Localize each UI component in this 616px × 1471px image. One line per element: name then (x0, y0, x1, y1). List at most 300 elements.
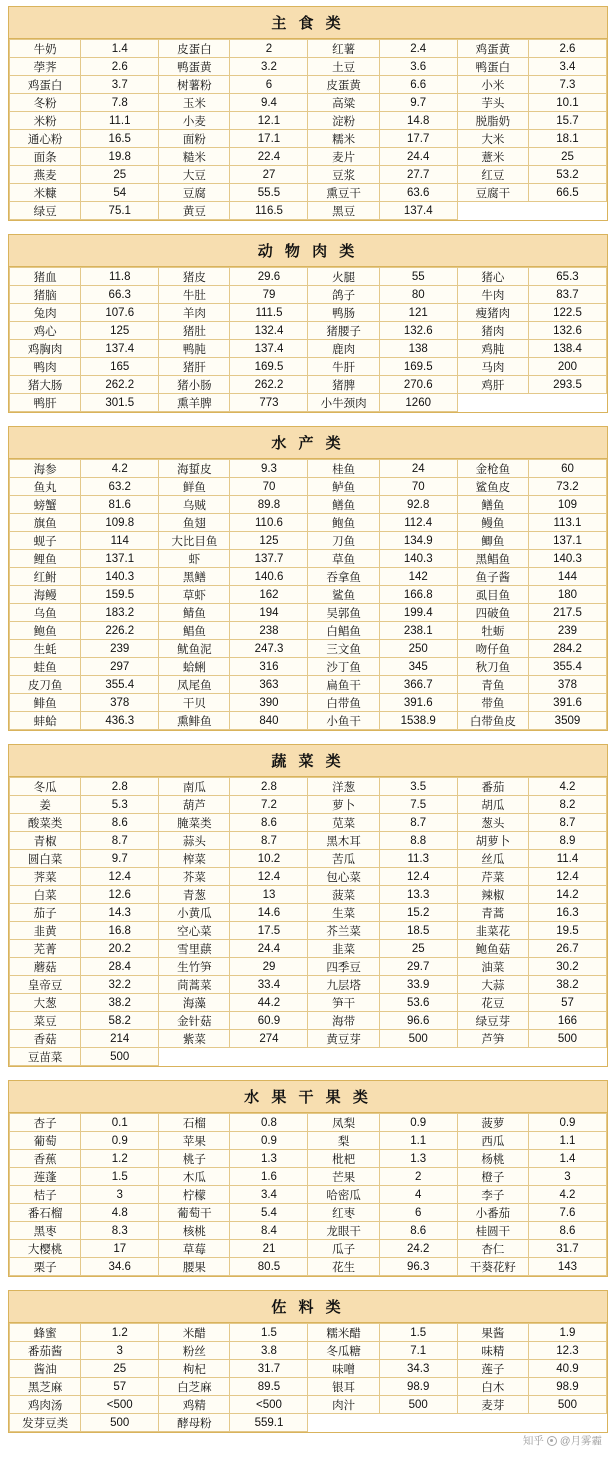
food-name-cell: 白带鱼 (308, 694, 379, 712)
food-name-cell: 蒜头 (159, 832, 230, 850)
food-name-cell: 通心粉 (10, 130, 81, 148)
table-row (10, 976, 607, 994)
purine-value-cell: 109 (528, 496, 606, 514)
purine-value-cell: 53.2 (528, 166, 606, 184)
food-name-cell: 红豆 (457, 166, 528, 184)
purine-value-cell: 20.2 (81, 940, 159, 958)
food-name-cell: 莲子 (457, 1360, 528, 1378)
food-name-cell: 乌鱼 (10, 604, 81, 622)
purine-value-cell: 17 (81, 1240, 159, 1258)
purine-value-cell: 21 (230, 1240, 308, 1258)
table-row (10, 778, 607, 796)
food-name-cell: 绿豆芽 (457, 1012, 528, 1030)
food-name-cell: 鲱鱼 (10, 694, 81, 712)
food-name-cell: 枸杞 (159, 1360, 230, 1378)
purine-value-cell: 226.2 (81, 622, 159, 640)
food-name-cell: 鸡心 (10, 322, 81, 340)
purine-value-cell: 53.6 (379, 994, 457, 1012)
purine-value-cell: 83.7 (528, 286, 606, 304)
food-name-cell: 雪里蕻 (159, 940, 230, 958)
purine-value-cell: 8.6 (81, 814, 159, 832)
table-row (10, 850, 607, 868)
food-name-cell: 鸭肉 (10, 358, 81, 376)
food-name-cell: 猪血 (10, 268, 81, 286)
section-title: 水 果 干 果 类 (9, 1081, 607, 1113)
purine-value-cell: 98.9 (379, 1378, 457, 1396)
food-name-cell: 沙丁鱼 (308, 658, 379, 676)
food-name-cell: 薏米 (457, 148, 528, 166)
purine-table (9, 267, 607, 412)
purine-value-cell: 301.5 (81, 394, 159, 412)
table-row (10, 694, 607, 712)
food-name-cell: 乌贼 (159, 496, 230, 514)
food-name-cell: 石榴 (159, 1114, 230, 1132)
watermark (523, 1433, 602, 1448)
purine-value-cell: 2 (379, 1168, 457, 1186)
purine-value-cell: 143 (528, 1258, 606, 1276)
purine-value-cell: 238 (230, 622, 308, 640)
table-row (10, 1414, 607, 1432)
purine-value-cell: 239 (528, 622, 606, 640)
food-name-cell: 木瓜 (159, 1168, 230, 1186)
purine-value-cell: 137.4 (379, 202, 457, 220)
purine-value-cell: 16.5 (81, 130, 159, 148)
food-name-cell: 米醋 (159, 1324, 230, 1342)
food-name-cell: 鲨鱼皮 (457, 478, 528, 496)
food-name-cell: 羊肉 (159, 304, 230, 322)
food-name-cell: 脱脂奶 (457, 112, 528, 130)
table-row (10, 604, 607, 622)
food-name-cell: 鸡肝 (457, 376, 528, 394)
purine-value-cell: 1.1 (528, 1132, 606, 1150)
food-name-cell: 葡萄 (10, 1132, 81, 1150)
food-name-cell: 红鲋 (10, 568, 81, 586)
food-name-cell: 黑鳝 (159, 568, 230, 586)
purine-value-cell: 239 (81, 640, 159, 658)
table-row (10, 676, 607, 694)
purine-value-cell: 25 (81, 166, 159, 184)
purine-table (9, 459, 607, 730)
food-name-cell: 龙眼干 (308, 1222, 379, 1240)
purine-table (9, 777, 607, 1066)
purine-value-cell: 7.1 (379, 1342, 457, 1360)
table-row (10, 94, 607, 112)
food-name-cell: 紫菜 (159, 1030, 230, 1048)
purine-value-cell: 4 (379, 1186, 457, 1204)
purine-value-cell: 31.7 (230, 1360, 308, 1378)
purine-value-cell: 183.2 (81, 604, 159, 622)
food-name-cell: 柠檬 (159, 1186, 230, 1204)
table-row (10, 1378, 607, 1396)
purine-value-cell: 7.3 (528, 76, 606, 94)
purine-value-cell: 66.5 (528, 184, 606, 202)
purine-value-cell: 9.7 (81, 850, 159, 868)
food-name-cell: 番茄酱 (10, 1342, 81, 1360)
purine-value-cell: 4.8 (81, 1204, 159, 1222)
table-row (10, 1240, 607, 1258)
food-name-cell: 丝瓜 (457, 850, 528, 868)
table-row (10, 904, 607, 922)
table-row (10, 568, 607, 586)
food-name-cell: 米糠 (10, 184, 81, 202)
food-name-cell: 芥菜 (159, 868, 230, 886)
empty-cell (528, 202, 606, 220)
food-name-cell: 芋头 (457, 94, 528, 112)
food-name-cell: 胡瓜 (457, 796, 528, 814)
purine-value-cell: 122.5 (528, 304, 606, 322)
purine-value-cell: 1.5 (230, 1324, 308, 1342)
food-name-cell: 大葱 (10, 994, 81, 1012)
purine-value-cell: 12.4 (81, 868, 159, 886)
food-name-cell: 鸭肠 (308, 304, 379, 322)
food-name-cell: 草鱼 (308, 550, 379, 568)
purine-value-cell: 17.1 (230, 130, 308, 148)
food-name-cell: 生蚝 (10, 640, 81, 658)
purine-value-cell: 0.8 (230, 1114, 308, 1132)
food-category-section (8, 1290, 608, 1433)
purine-value-cell: 63.6 (379, 184, 457, 202)
purine-value-cell: 34.3 (379, 1360, 457, 1378)
purine-value-cell: 8.4 (230, 1222, 308, 1240)
purine-value-cell: 38.2 (81, 994, 159, 1012)
table-row (10, 1204, 607, 1222)
food-name-cell: 蜂蜜 (10, 1324, 81, 1342)
food-name-cell: 熏羊脾 (159, 394, 230, 412)
food-name-cell: 黄豆 (159, 202, 230, 220)
purine-value-cell: 1538.9 (379, 712, 457, 730)
purine-value-cell: 159.5 (81, 586, 159, 604)
table-row (10, 1258, 607, 1276)
purine-value-cell: 3.6 (379, 58, 457, 76)
food-name-cell: 鲈鱼 (308, 478, 379, 496)
food-name-cell: 桂鱼 (308, 460, 379, 478)
food-name-cell: 小番茄 (457, 1204, 528, 1222)
purine-value-cell: 1.4 (528, 1150, 606, 1168)
purine-value-cell: 26.7 (528, 940, 606, 958)
food-name-cell: 黑木耳 (308, 832, 379, 850)
food-name-cell: 鸡蛋黄 (457, 40, 528, 58)
food-name-cell: 大豆 (159, 166, 230, 184)
food-name-cell: 猪肉 (457, 322, 528, 340)
food-name-cell: 蘑菇 (10, 958, 81, 976)
food-name-cell: 苹果 (159, 1132, 230, 1150)
zhihu-logo: 知乎 (522, 1435, 544, 1447)
food-name-cell: 干贝 (159, 694, 230, 712)
food-name-cell: 草莓 (159, 1240, 230, 1258)
food-name-cell: 韭菜 (308, 940, 379, 958)
purine-value-cell: 107.6 (81, 304, 159, 322)
food-category-section (8, 426, 608, 731)
food-name-cell: 肉汁 (308, 1396, 379, 1414)
purine-value-cell: 1.3 (230, 1150, 308, 1168)
food-name-cell: 番茄 (457, 778, 528, 796)
purine-value-cell: 500 (81, 1048, 159, 1066)
empty-cell (379, 1414, 457, 1432)
purine-value-cell: 345 (379, 658, 457, 676)
purine-value-cell: 89.8 (230, 496, 308, 514)
food-name-cell: 九层塔 (308, 976, 379, 994)
purine-value-cell: 144 (528, 568, 606, 586)
purine-value-cell: 24.4 (230, 940, 308, 958)
table-row (10, 76, 607, 94)
food-name-cell: 糯米 (308, 130, 379, 148)
purine-value-cell: 15.2 (379, 904, 457, 922)
purine-value-cell: 13.3 (379, 886, 457, 904)
table-row (10, 130, 607, 148)
food-name-cell: 猪小肠 (159, 376, 230, 394)
purine-value-cell: 55 (379, 268, 457, 286)
table-row (10, 550, 607, 568)
purine-value-cell: 24.2 (379, 1240, 457, 1258)
food-name-cell: 腌菜类 (159, 814, 230, 832)
avatar (547, 1436, 557, 1446)
purine-value-cell: 0.9 (81, 1132, 159, 1150)
table-row (10, 1168, 607, 1186)
food-name-cell: 菠菜 (308, 886, 379, 904)
purine-value-cell: 12.1 (230, 112, 308, 130)
food-name-cell: 皮蛋白 (159, 40, 230, 58)
table-row (10, 658, 607, 676)
food-name-cell: 苦瓜 (308, 850, 379, 868)
food-name-cell: 鳝鱼 (457, 496, 528, 514)
purine-value-cell: 134.9 (379, 532, 457, 550)
food-category-section (8, 744, 608, 1067)
empty-cell (457, 1048, 528, 1066)
table-row (10, 322, 607, 340)
purine-value-cell: 11.1 (81, 112, 159, 130)
purine-value-cell: 165 (81, 358, 159, 376)
food-name-cell: 豆腐干 (457, 184, 528, 202)
table-row (10, 814, 607, 832)
watermark-author: @月雾霾 (559, 1435, 602, 1447)
table-row (10, 1012, 607, 1030)
food-name-cell: 栗子 (10, 1258, 81, 1276)
food-name-cell: 蚌蛤 (10, 712, 81, 730)
food-name-cell: 金枪鱼 (457, 460, 528, 478)
food-name-cell: 玉米 (159, 94, 230, 112)
purine-value-cell: 125 (230, 532, 308, 550)
food-name-cell: 黑鲳鱼 (457, 550, 528, 568)
table-row (10, 376, 607, 394)
purine-value-cell: 137.4 (230, 340, 308, 358)
table-row (10, 1360, 607, 1378)
purine-value-cell: 132.4 (230, 322, 308, 340)
food-name-cell: 小黄瓜 (159, 904, 230, 922)
table-row (10, 1048, 607, 1066)
purine-value-cell: 2 (230, 40, 308, 58)
food-name-cell: 牡蛎 (457, 622, 528, 640)
food-name-cell: 干葵花籽 (457, 1258, 528, 1276)
food-name-cell: 莲蓬 (10, 1168, 81, 1186)
purine-value-cell: <500 (81, 1396, 159, 1414)
purine-value-cell: 89.5 (230, 1378, 308, 1396)
food-name-cell: 皮刀鱼 (10, 676, 81, 694)
purine-value-cell: 500 (81, 1414, 159, 1432)
table-row (10, 1114, 607, 1132)
food-name-cell: 韭黄 (10, 922, 81, 940)
purine-value-cell: 16.3 (528, 904, 606, 922)
purine-value-cell: 7.2 (230, 796, 308, 814)
purine-value-cell: 500 (379, 1030, 457, 1048)
food-name-cell: 红薯 (308, 40, 379, 58)
food-name-cell: 香蕉 (10, 1150, 81, 1168)
food-category-section (8, 234, 608, 413)
purine-value-cell: 12.4 (230, 868, 308, 886)
purine-value-cell: 137.1 (528, 532, 606, 550)
purine-value-cell: 363 (230, 676, 308, 694)
food-name-cell: 凤梨 (308, 1114, 379, 1132)
purine-value-cell: 7.5 (379, 796, 457, 814)
food-name-cell: 鲍鱼菇 (457, 940, 528, 958)
food-name-cell: 白芝麻 (159, 1378, 230, 1396)
food-category-section (8, 1080, 608, 1277)
food-name-cell: 花生 (308, 1258, 379, 1276)
purine-value-cell: 262.2 (81, 376, 159, 394)
table-row (10, 40, 607, 58)
purine-value-cell: 0.1 (81, 1114, 159, 1132)
purine-value-cell: 70 (230, 478, 308, 496)
food-name-cell: 蛙鱼 (10, 658, 81, 676)
purine-value-cell: 24 (379, 460, 457, 478)
purine-value-cell: 114 (81, 532, 159, 550)
food-name-cell: 吴郭鱼 (308, 604, 379, 622)
table-row (10, 184, 607, 202)
table-row (10, 994, 607, 1012)
food-name-cell: 瘦猪肉 (457, 304, 528, 322)
purine-value-cell: 140.6 (230, 568, 308, 586)
food-name-cell: 鲫鱼 (457, 532, 528, 550)
food-name-cell: 空心菜 (159, 922, 230, 940)
purine-value-cell: 3509 (528, 712, 606, 730)
food-name-cell: 螃蟹 (10, 496, 81, 514)
food-name-cell: 发芽豆类 (10, 1414, 81, 1432)
food-name-cell: 猪肝 (159, 358, 230, 376)
food-name-cell: 猪心 (457, 268, 528, 286)
purine-value-cell: 33.9 (379, 976, 457, 994)
empty-cell (230, 1048, 308, 1066)
food-name-cell: 牛肚 (159, 286, 230, 304)
food-name-cell: 味精 (457, 1342, 528, 1360)
food-name-cell: 麦芽 (457, 1396, 528, 1414)
food-name-cell: 荠菜 (10, 868, 81, 886)
purine-value-cell: 8.7 (528, 814, 606, 832)
purine-value-cell: 8.7 (230, 832, 308, 850)
food-name-cell: 粉丝 (159, 1342, 230, 1360)
food-name-cell: 味噌 (308, 1360, 379, 1378)
purine-value-cell: 8.2 (528, 796, 606, 814)
purine-value-cell: 199.4 (379, 604, 457, 622)
food-name-cell: 冬瓜 (10, 778, 81, 796)
purine-value-cell: 316 (230, 658, 308, 676)
food-name-cell: 鲤鱼 (10, 550, 81, 568)
food-name-cell: 洋葱 (308, 778, 379, 796)
table-row (10, 940, 607, 958)
purine-value-cell: 1.2 (81, 1150, 159, 1168)
purine-value-cell: 57 (528, 994, 606, 1012)
table-row (10, 712, 607, 730)
food-name-cell: 皮蛋黄 (308, 76, 379, 94)
food-name-cell: 鸭蛋黄 (159, 58, 230, 76)
purine-value-cell: 3.2 (230, 58, 308, 76)
food-name-cell: 果酱 (457, 1324, 528, 1342)
purine-value-cell: 15.7 (528, 112, 606, 130)
food-name-cell: 白木 (457, 1378, 528, 1396)
purine-value-cell: 60 (528, 460, 606, 478)
purine-value-cell: 113.1 (528, 514, 606, 532)
purine-value-cell: 500 (379, 1396, 457, 1414)
empty-cell (159, 1048, 230, 1066)
food-name-cell: 米粉 (10, 112, 81, 130)
purine-value-cell: 34.6 (81, 1258, 159, 1276)
purine-value-cell: 116.5 (230, 202, 308, 220)
food-name-cell: 猪皮 (159, 268, 230, 286)
food-name-cell: 鲍鱼 (10, 622, 81, 640)
purine-value-cell: 8.6 (379, 1222, 457, 1240)
purine-value-cell: 436.3 (81, 712, 159, 730)
purine-value-cell: 5.3 (81, 796, 159, 814)
purine-value-cell: 14.8 (379, 112, 457, 130)
purine-value-cell: 137.4 (81, 340, 159, 358)
food-name-cell: 鸡胸肉 (10, 340, 81, 358)
purine-value-cell: 214 (81, 1030, 159, 1048)
purine-value-cell: 81.6 (81, 496, 159, 514)
purine-value-cell: 293.5 (528, 376, 606, 394)
purine-value-cell: 18.1 (528, 130, 606, 148)
food-name-cell: 苋菜 (308, 814, 379, 832)
food-name-cell: 绿豆 (10, 202, 81, 220)
food-name-cell: 秋刀鱼 (457, 658, 528, 676)
table-row (10, 868, 607, 886)
food-name-cell: 酵母粉 (159, 1414, 230, 1432)
purine-value-cell: 3.4 (230, 1186, 308, 1204)
food-name-cell: 大樱桃 (10, 1240, 81, 1258)
purine-value-cell: 9.7 (379, 94, 457, 112)
food-name-cell: 萝卜 (308, 796, 379, 814)
purine-value-cell: 140.3 (528, 550, 606, 568)
purine-value-cell: 0.9 (230, 1132, 308, 1150)
food-name-cell: 番石榴 (10, 1204, 81, 1222)
food-name-cell: 鲜鱼 (159, 478, 230, 496)
food-name-cell: 青蒿 (457, 904, 528, 922)
food-name-cell: 菠萝 (457, 1114, 528, 1132)
food-name-cell: 黑芝麻 (10, 1378, 81, 1396)
purine-value-cell: 166.8 (379, 586, 457, 604)
purine-value-cell: 140.3 (81, 568, 159, 586)
purine-value-cell: 284.2 (528, 640, 606, 658)
purine-value-cell: 57 (81, 1378, 159, 1396)
food-name-cell: 生竹笋 (159, 958, 230, 976)
purine-value-cell: 75.1 (81, 202, 159, 220)
purine-value-cell: 63.2 (81, 478, 159, 496)
purine-value-cell: 16.8 (81, 922, 159, 940)
food-name-cell: 火腿 (308, 268, 379, 286)
food-name-cell: 白菜 (10, 886, 81, 904)
purine-value-cell: 138 (379, 340, 457, 358)
purine-value-cell: 250 (379, 640, 457, 658)
purine-value-cell: 96.6 (379, 1012, 457, 1030)
food-name-cell: 草虾 (159, 586, 230, 604)
food-name-cell: 高粱 (308, 94, 379, 112)
table-row (10, 958, 607, 976)
food-name-cell: 荸荠 (10, 58, 81, 76)
table-row (10, 460, 607, 478)
food-name-cell: 牛奶 (10, 40, 81, 58)
food-name-cell: 猪大肠 (10, 376, 81, 394)
food-name-cell: 黑枣 (10, 1222, 81, 1240)
food-category-section (8, 6, 608, 221)
food-name-cell: 大比目鱼 (159, 532, 230, 550)
food-name-cell: 花豆 (457, 994, 528, 1012)
